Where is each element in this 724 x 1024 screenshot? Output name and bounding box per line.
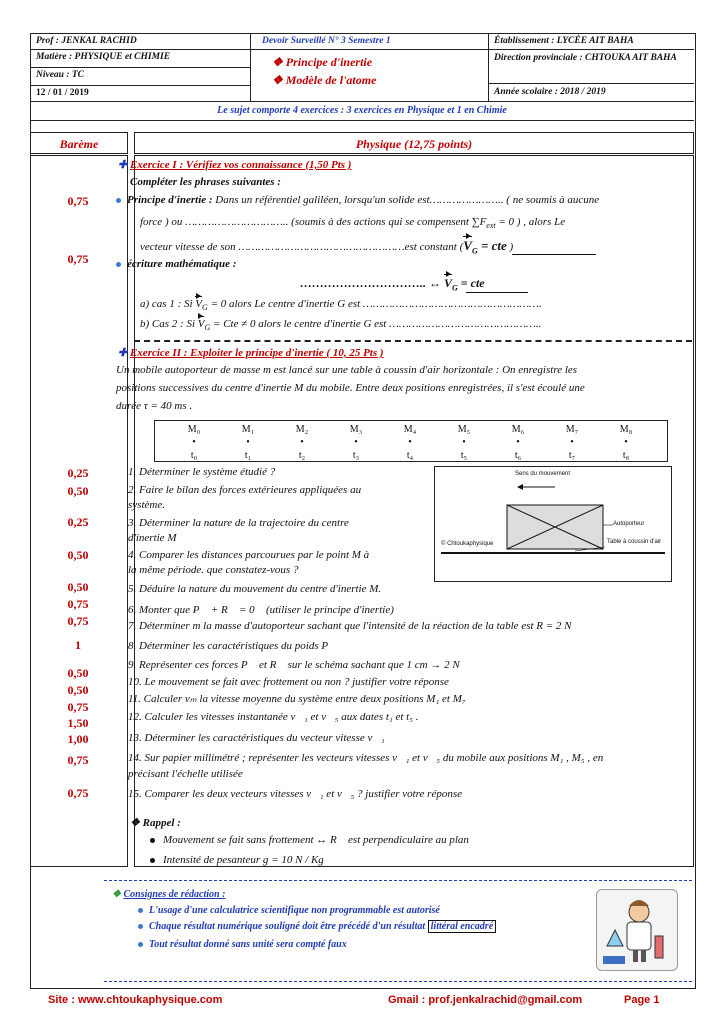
consigne-2 <box>138 921 496 932</box>
ex1-instruction: Compléter les phrases suivantes : <box>130 176 281 188</box>
section-separator <box>134 340 692 342</box>
question-line: 1. Déterminer le système étudié ? <box>128 466 276 478</box>
principle-line2a: force ) ou ………………………….. (soumis à des actions qui se compensent ∑F <box>140 216 487 228</box>
case1-vg: V <box>195 298 203 310</box>
question-line: 6. Monter que P⃗ + R⃗ = 0⃗ (utiliser le principe d'inertie) <box>128 604 394 616</box>
figure-sens: Sens du mouvement <box>515 471 571 477</box>
pos-m6: M₆ <box>511 424 525 435</box>
vg-sub: G <box>471 246 478 256</box>
header-annee: Année scolaire : 2018 / 2019 <box>494 87 606 97</box>
ex1-case-2 <box>140 318 541 332</box>
figure-table: Table à coussin d'air <box>607 539 662 545</box>
principle-text: Dans un référentiel galiléen, lorsqu'un solide est………………….. ( ne soumis à aucune <box>212 194 600 206</box>
rappel-text-2: Intensité de pesanteur g = 10 N / Kg <box>163 854 324 866</box>
question-bareme: 0,75 <box>67 700 89 714</box>
topic-2-text: Modèle de l'atome <box>285 73 377 87</box>
bareme-header <box>30 132 128 154</box>
vg-vector-2: V <box>444 276 453 290</box>
question-line: 9. Représenter ces forces P⃗ et R⃗ sur le schéma sachant que 1 cm → 2 N <box>128 659 460 671</box>
pos-m7: M₇ <box>565 424 579 435</box>
time-t4: t₄ <box>406 450 414 461</box>
header-table <box>30 33 694 102</box>
header-matiere: Matière : PHYSIQUE et CHIMIE <box>36 52 171 62</box>
consignes-title-text: Consignes de rédaction : <box>123 889 226 900</box>
question-line: 8. Déterminer les caractéristiques du poids P⃗ <box>128 640 337 652</box>
footer-site: Site : www.chtoukaphysique.com <box>48 994 223 1006</box>
question-bareme: 0,50 <box>67 580 89 594</box>
question-bareme: 0,50 <box>67 484 89 498</box>
times-row <box>167 449 653 462</box>
ex1-icon: ✚ <box>118 159 128 171</box>
ex2-intro-2: positions successives du centre d'inertie M du mobile. Entre deux positions enregistrées, il s'est écoulé une <box>116 382 585 394</box>
header-devoir: Devoir Surveillé N° 3 Semestre 1 <box>262 36 391 46</box>
time-t3: t₃ <box>352 450 360 461</box>
question-bareme: 0,25 <box>67 466 89 480</box>
ex1-principle-line1 <box>116 194 599 206</box>
vg-underline <box>512 254 596 255</box>
question-bareme: 1 <box>75 638 81 652</box>
ex1-math-label <box>116 258 236 270</box>
question-bareme: 0,75 <box>67 597 89 611</box>
vg-cte: = cte <box>477 238 507 253</box>
principle-close: ) <box>506 241 514 253</box>
consigne-bullet-1 <box>138 908 143 913</box>
consigne-bullet-3 <box>138 942 143 947</box>
header-topic-2: ❖ Modèle de l'atome <box>272 73 377 87</box>
question-bareme: 1,50 <box>67 716 89 730</box>
consigne-bullet-2 <box>138 924 143 929</box>
header-etablissement: Établissement : LYCÉE AIT BAHA <box>494 36 634 46</box>
figure-credit: © Chtoukaphysique <box>441 541 494 547</box>
footer-page: Page 1 <box>624 994 660 1006</box>
ex1-bareme-2: 0,75 <box>67 252 89 266</box>
pos-m1: M₁ <box>241 424 255 435</box>
question-line: 15. Comparer les deux vecteurs vitesses v⃗₁ et v⃗₅ ? justifier votre réponse <box>128 788 463 800</box>
rappel-title-text: Rappel : <box>142 817 181 829</box>
header-direction: Direction provinciale : CHTOUKA AIT BAHA <box>494 53 677 63</box>
consigne-text-3: Tout résultat donné sans unité sera compté faux <box>149 939 347 950</box>
rappel-icon: ❖ <box>130 817 140 829</box>
bareme-label: Barème <box>59 137 99 151</box>
math-underline <box>466 292 528 293</box>
rappel-item-1 <box>150 834 469 846</box>
question-bareme: 0,50 <box>67 683 89 697</box>
question-line: 10. Le mouvement se fait avec frottement ou non ? justifier votre réponse <box>128 676 449 688</box>
question-line: système. <box>128 499 165 511</box>
question-line: la même période. que constatez-vous ? <box>128 564 299 576</box>
rappel-item-2 <box>150 854 324 866</box>
pos-m4: M₄ <box>403 424 417 435</box>
question-bareme: 1,00 <box>67 732 89 746</box>
question-line: 12. Calculer les vitesses instantanée v⃗₁ et v⃗₅ aux dates t₁ et t₅ . <box>128 711 419 723</box>
question-line: 13. Déterminer les caractéristiques du vecteur vitesse v⃗₁ <box>128 732 385 744</box>
time-t1: t₁ <box>244 450 252 461</box>
time-t7: t₇ <box>568 450 576 461</box>
question-line: 5. Déduire la nature du mouvement du centre d'inertie M. <box>128 583 382 595</box>
physique-label: Physique (12,75 points) <box>355 137 473 151</box>
ex1-principle-line3 <box>140 238 513 256</box>
physique-header <box>134 132 694 154</box>
positions-row <box>167 423 653 436</box>
pos-m8: M₈ <box>619 424 633 435</box>
ex1-principle-line2 <box>140 216 565 230</box>
question-line: 7. Déterminer m la masse d'autoporteur sachant que l'intensité de la réaction de la table est R = 2 N <box>128 620 572 632</box>
math-cte: = cte <box>457 276 485 290</box>
question-bareme: 0,75 <box>67 753 89 767</box>
principle-ext: ext <box>486 221 496 231</box>
header-prof: Prof : JENKAL RACHID <box>36 36 137 46</box>
ex2-intro-3: durée τ = 40 ms . <box>116 400 193 412</box>
time-t5: t₅ <box>460 450 468 461</box>
case1-vg-sub: G <box>202 303 208 313</box>
topic-1-text: Principe d'inertie <box>285 55 373 69</box>
header-niveau: Niveau : TC <box>36 70 85 80</box>
case1-b: = 0 alors Le centre d'inertie G est ………………………………………………. <box>207 298 542 310</box>
header-topic-1: ❖ Principe d'inertie <box>272 55 373 69</box>
time-t6: t₆ <box>514 450 522 461</box>
question-bareme: 0,75 <box>67 614 89 628</box>
rappel-bullet-1 <box>150 838 155 843</box>
ex2-icon: ✚ <box>118 347 128 359</box>
rappel-title <box>130 816 181 829</box>
scientist-illustration <box>596 889 678 971</box>
time-t8: t₈ <box>622 450 630 461</box>
question-line: 4. Comparer les distances parcourues par le point M à <box>128 549 370 561</box>
ex2-intro-1: Un mobile autoporteur de masse m est lancé sur une table à coussin d'air horizontale : On enregistre les <box>116 364 578 376</box>
case2-b: = Cte ≠ 0 alors le centre d'inertie G est ……………………………………….. <box>210 318 542 330</box>
principle-line3: vecteur vitesse de son ……………………………………………est constant ( <box>140 241 464 253</box>
case2-vg-sub: G <box>204 323 211 333</box>
ex1-math-line <box>300 276 485 292</box>
ex2-title-text: Exercice II : Exploiter le principe d'inertie ( 10, 25 Pts ) <box>129 347 384 359</box>
question-line: 11. Calculer vₘ la vitesse moyenne du système entre deux positions M₁ et M₇ <box>128 693 466 705</box>
question-line: précisant l'échelle utilisée <box>128 768 243 780</box>
rappel-text-1: Mouvement se fait sans frottement ↔ R⃗ est perpendiculaire au plan <box>163 834 469 846</box>
ex1-bareme-1: 0,75 <box>67 194 89 208</box>
math-dots: ………………………….. ↔ <box>300 276 444 290</box>
question-line: 2. Faire le bilan des forces extérieures appliquées au <box>128 484 362 496</box>
case2-a: b) Cas 2 : Si <box>140 318 198 330</box>
case2-vg: V <box>197 318 205 330</box>
pos-m2: M₂ <box>295 424 309 435</box>
rappel-bullet-2 <box>150 858 155 863</box>
consignes-icon: ❖ <box>112 889 121 900</box>
dots-row: • • • • • • • • • <box>192 437 628 448</box>
principle-label: Principe d'inertie : <box>127 194 213 206</box>
consigne-text-2: Chaque résultat numérique souligné doit être précédé d'un résultat <box>149 921 426 932</box>
ex1-case-1 <box>140 298 542 312</box>
consigne-3 <box>138 939 347 950</box>
vg-sub-2: G <box>452 283 458 293</box>
consigne-1 <box>138 905 440 916</box>
scientist-icon <box>597 890 677 970</box>
question-line: 3. Déterminer la nature de la trajectoire du centre <box>128 517 349 529</box>
question-bareme: 0,75 <box>67 786 89 800</box>
positions-table <box>154 420 668 462</box>
ex1-title <box>118 158 351 171</box>
question-bareme: 0,50 <box>67 548 89 562</box>
pos-m3: M₃ <box>349 424 363 435</box>
consigne-text-1: L'usage d'une calculatrice scientifique non programmable est autorisé <box>149 905 440 916</box>
footer-gmail: Gmail : prof.jenkalrachid@gmail.com <box>388 994 583 1006</box>
vg-vector: V <box>463 238 472 253</box>
autoporteur-figure <box>434 466 672 582</box>
consignes-title <box>112 889 225 900</box>
question-bareme: 0,25 <box>67 515 89 529</box>
principle-line2b: = 0 ) , alors Le <box>495 216 566 228</box>
question-line: 14. Sur papier millimétré ; représenter les vecteurs vitesses v⃗₁ et v⃗₅ du mobile aux positions M₁ , M₅ , en <box>128 752 604 764</box>
time-t2: t₂ <box>298 450 306 461</box>
subject-note: Le sujet comporte 4 exercices : 3 exercices en Physique et 1 en Chimie <box>217 105 507 116</box>
time-t0: t₀ <box>190 450 198 461</box>
figure-autoporteur: Autoporteur <box>613 521 645 527</box>
ex2-title <box>118 346 384 359</box>
case1-a: a) cas 1 : Si <box>140 298 196 310</box>
pos-m0: M₀ <box>187 424 201 435</box>
question-bareme: 0,50 <box>67 666 89 680</box>
consignes-box <box>104 880 692 982</box>
ex1-title-text: Exercice I : Vérifiez vos connaissance (1,50 Pts ) <box>129 159 352 171</box>
consigne-boxed: littéral encadré <box>428 920 497 933</box>
header-date: 12 / 01 / 2019 <box>36 88 89 98</box>
pos-m5: M₅ <box>457 424 471 435</box>
question-line: d'inertie M <box>128 532 177 544</box>
math-label-text: écriture mathématique : <box>127 258 237 270</box>
